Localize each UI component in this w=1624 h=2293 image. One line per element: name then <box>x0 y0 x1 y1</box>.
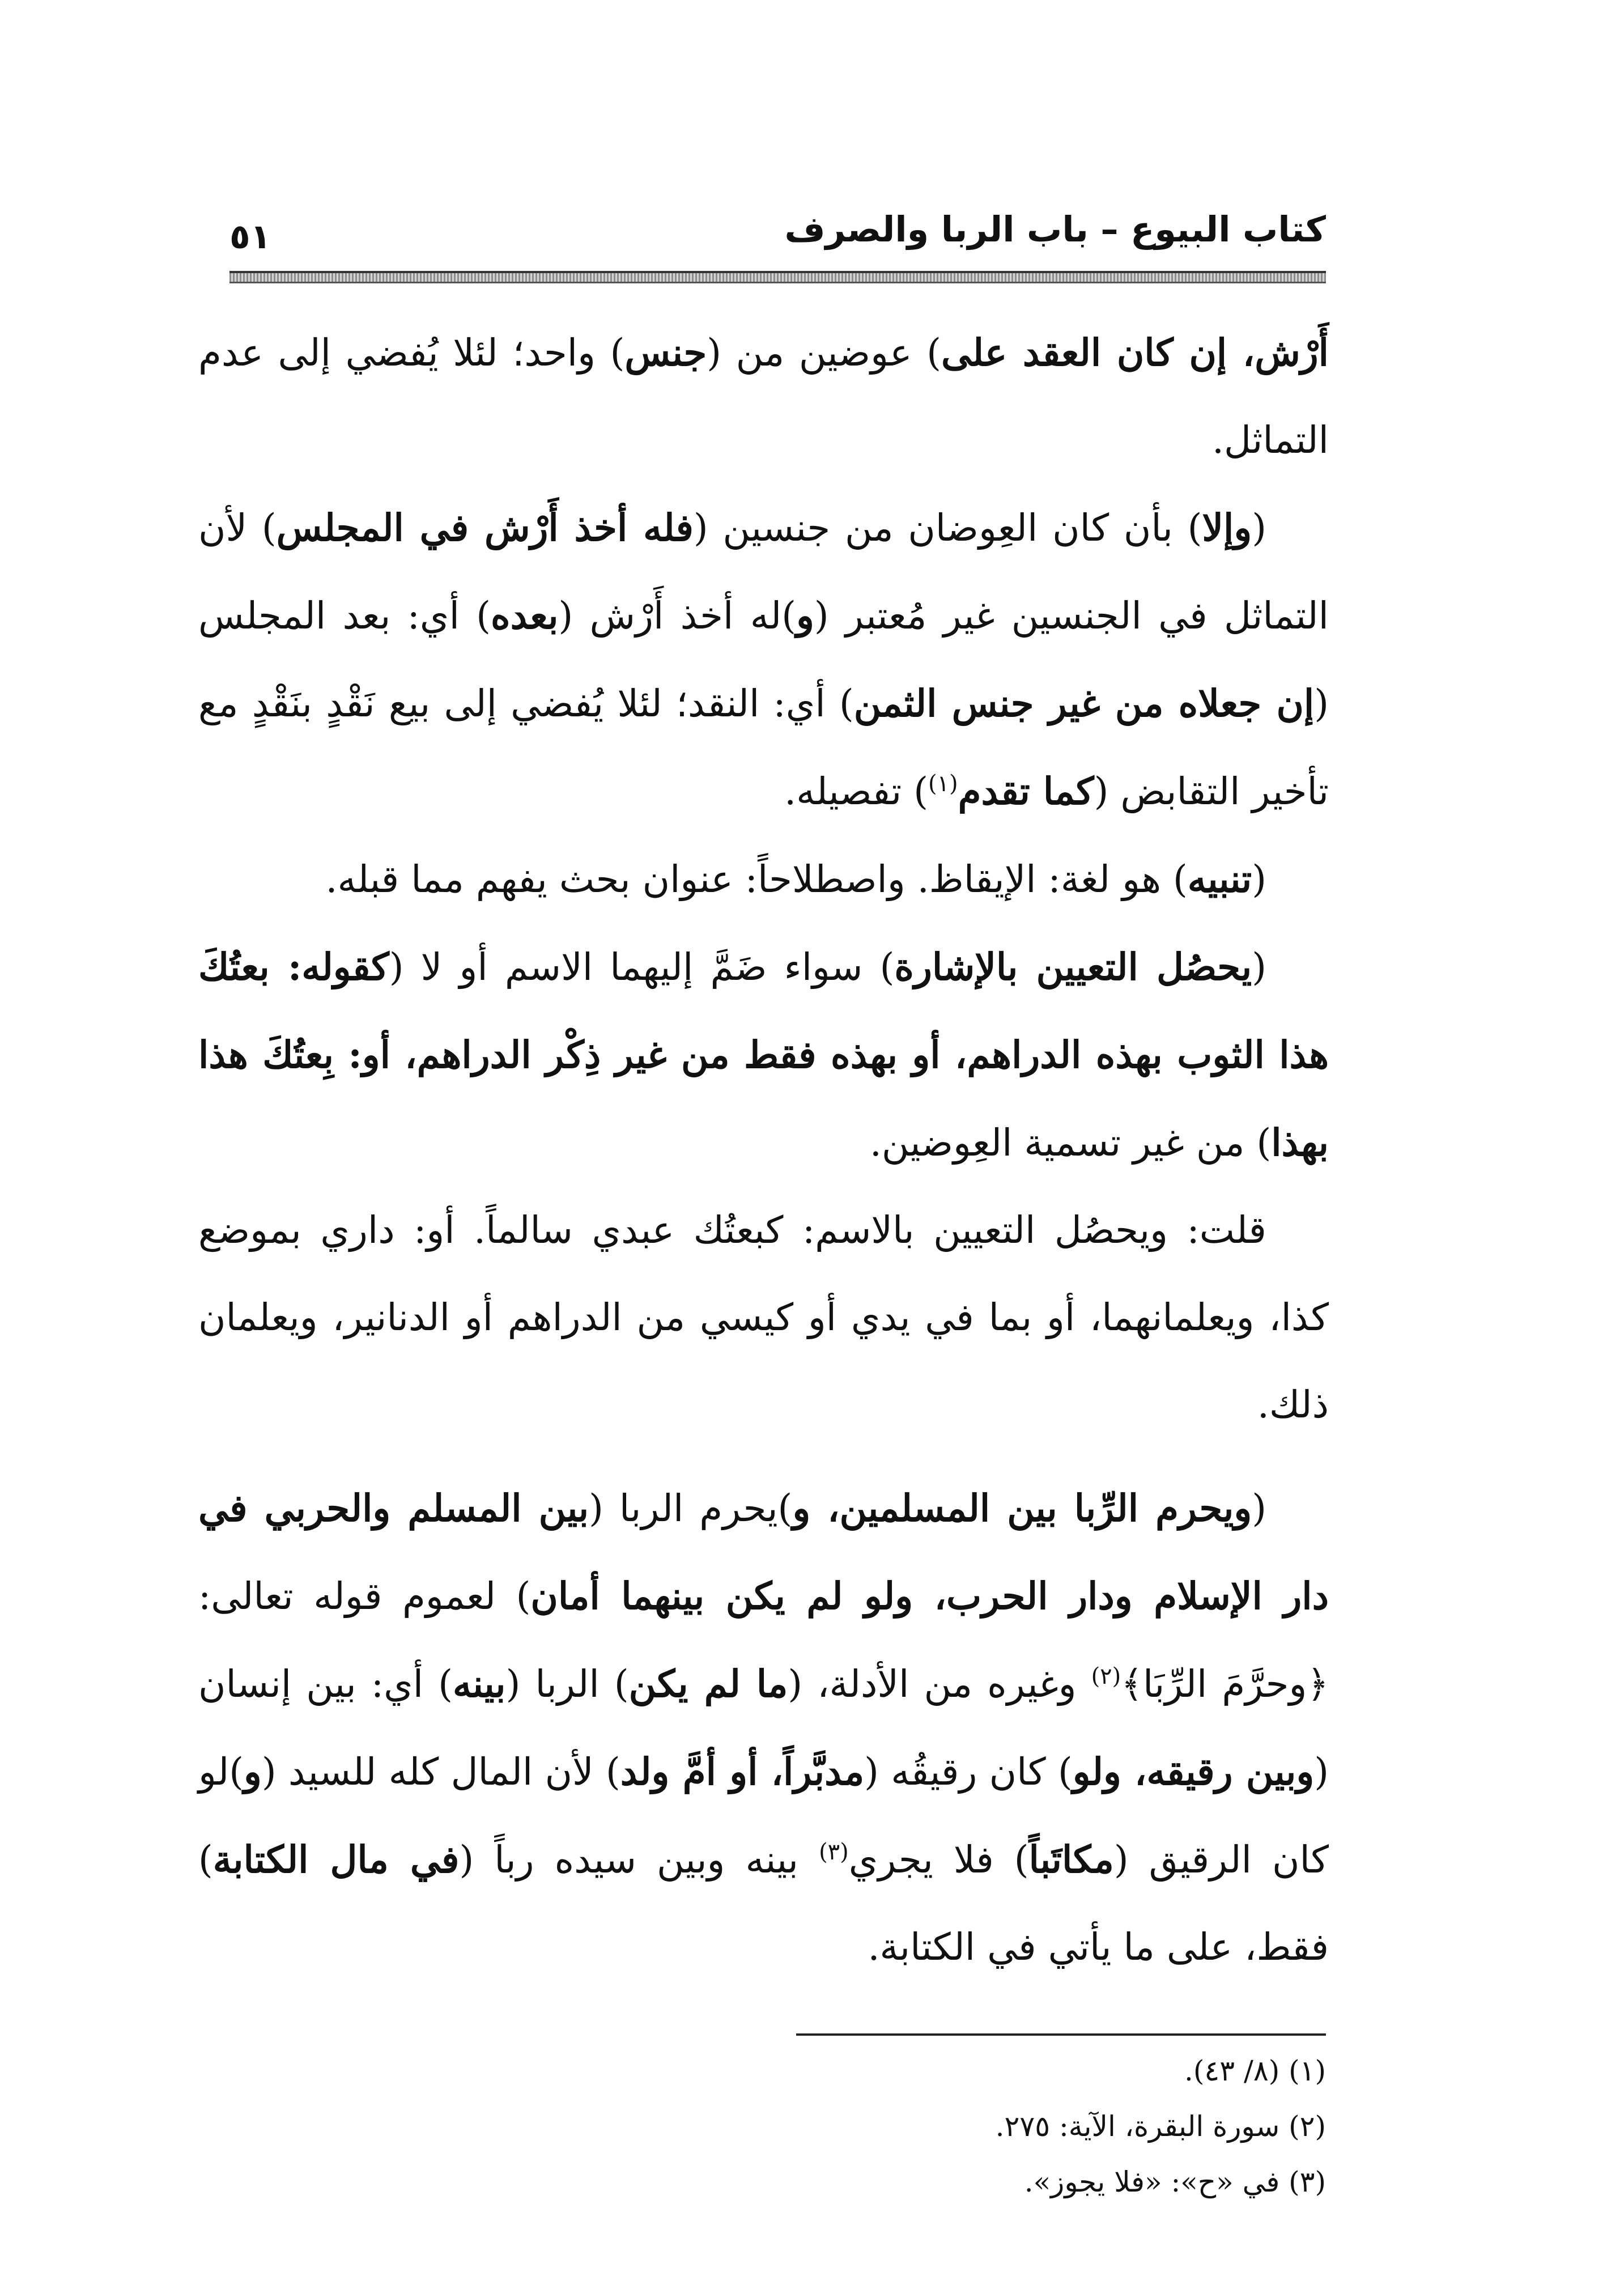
matn-text: مدبَّراً، أو أمَّ ولد <box>620 1750 865 1794</box>
footnote-separator <box>796 2033 1326 2036</box>
sharh-text: ) الربا ( <box>505 1662 629 1706</box>
sharh-text: ) هو لغة: الإيقاظ. واصطلاحاً: عنوان بحث يفهم مما قبله. <box>325 857 1188 901</box>
matn-text: و <box>243 1750 262 1794</box>
matn-text: وبين رقيقه، ولو <box>1072 1750 1315 1794</box>
footnote-2: (٢) سورة البقرة، الآية: ٢٧٥. <box>995 2110 1326 2143</box>
sharh-text: ) لأن المال كله للسيد ( <box>261 1750 620 1794</box>
matn-text: بين المسلم والحربي في دار الإسلام ودار الحرب، ولو لم يكن بينهما أمان <box>198 1486 1329 1618</box>
sharh-text: ( <box>1252 506 1266 550</box>
sharh-text: ( <box>1252 1487 1266 1530</box>
footnote-reference: (٢) <box>1091 1663 1121 1689</box>
sharh-text: ) كان رقيقُه ( <box>864 1750 1073 1794</box>
main-text <box>198 309 1329 1991</box>
header-rule <box>229 271 1326 283</box>
matn-text: ما لم يكن <box>628 1662 788 1706</box>
footnote-3: (٣) في «ح»: «فلا يجوز». <box>1024 2165 1326 2198</box>
sharh-text: )له أخذ أَرْش ( <box>558 594 796 638</box>
sharh-text: ) فقط، على ما يأتي في الكتابة. <box>198 1838 1329 1969</box>
sharh-text: ( <box>1252 857 1266 901</box>
matn-text: ويحرم الرِّبا بين المسلمين، و <box>792 1486 1252 1530</box>
sharh-text: ( <box>1252 945 1266 989</box>
footnote-1: (١) (٨/ ٤٣). <box>1184 2054 1326 2087</box>
sharh-text: ) أي: بعد المجلس ( <box>198 594 1329 725</box>
sharh-text: وغيره من الأدلة، ( <box>788 1662 1091 1706</box>
sharh-text: ) فلا يجري <box>848 1838 1029 1882</box>
matn-text: تنبيه <box>1187 857 1252 901</box>
sharh-text: ) تفصيله. <box>784 770 928 813</box>
sharh-text: )لو كان الرقيق ( <box>198 1750 1329 1882</box>
running-header <box>229 204 1326 266</box>
matn-text: كقوله: بعتُكَ هذا الثوب بهذه الدراهم، أو بهذه فقط من غير ذِكْر الدراهم، أو: بِعتُكَ هذا بهذا <box>198 945 1329 1165</box>
matn-text: في مال الكتابة <box>212 1837 460 1882</box>
matn-text: إن جعلاه من غير جنس الثمن <box>853 681 1315 725</box>
matn-text: و <box>796 593 814 638</box>
paragraph <box>198 1187 1329 1449</box>
matn-text: كما تقدم <box>958 769 1094 813</box>
paragraph <box>198 923 1329 1187</box>
sharh-text: ) سواء ضَمَّ إليهما الاسم أو لا ( <box>389 945 895 989</box>
sharh-text: ) واحد؛ لئلا يُفضي إلى عدم التماثل. <box>198 331 1329 462</box>
footnote-reference: (٣) <box>819 1839 849 1865</box>
matn-text: جنس <box>624 330 707 375</box>
matn-text: بعده <box>491 593 559 638</box>
sharh-text: قلت: ويحصُل التعيين بالاسم: كبعتُك عبدي سالماً. أو: داري بموضع كذا، ويعلمانهما، أو بما في يدي أو كيسي من الدراهم أو الدنانير، ويعلمان ذلك. <box>198 1208 1329 1426</box>
matn-text: فله أخذ أَرْش في المجلس <box>276 506 694 550</box>
matn-text: أَرْش، إن كان العقد على <box>941 330 1329 375</box>
matn-text: يحصُل التعيين بالإشارة <box>894 945 1252 989</box>
footnote-reference: (١) <box>928 771 958 797</box>
page-number: ٥١ <box>229 217 271 257</box>
paragraph <box>198 309 1329 484</box>
matn-text: مكاتَباً <box>1028 1837 1114 1882</box>
sharh-text: ) بأن كان العِوضان من جنسين ( <box>693 506 1202 550</box>
paragraph <box>198 1464 1329 1991</box>
paragraph <box>198 484 1329 835</box>
footnotes <box>510 2043 1326 2210</box>
sharh-text: ) لأن التماثل في الجنسين غير مُعتبر ( <box>198 506 1329 638</box>
matn-text: بينه <box>452 1662 506 1706</box>
sharh-text: ) لعموم قوله تعالى: ﴿وحرَّمَ الرِّبَا﴾ <box>198 1574 1329 1706</box>
sharh-text: بينه وبين سيده رباً ( <box>459 1838 819 1882</box>
paragraph <box>198 835 1329 923</box>
matn-text: وإلا <box>1202 506 1252 550</box>
sharh-text: ) أي: بين إنسان ( <box>198 1662 1329 1794</box>
sharh-text: )يحرم الربا ( <box>589 1487 793 1530</box>
sharh-text: ) عوضين من ( <box>707 331 941 375</box>
chapter-title: كتاب البيوع – باب الربا والصرف <box>784 209 1326 250</box>
sharh-text: ) من غير تسمية العِوضين. <box>869 1121 1272 1165</box>
sharh-text: ) أي: النقد؛ لئلا يُفضي إلى بيع نَقْدٍ بنَقْدٍ مع تأخير التقابض ( <box>198 682 1329 813</box>
